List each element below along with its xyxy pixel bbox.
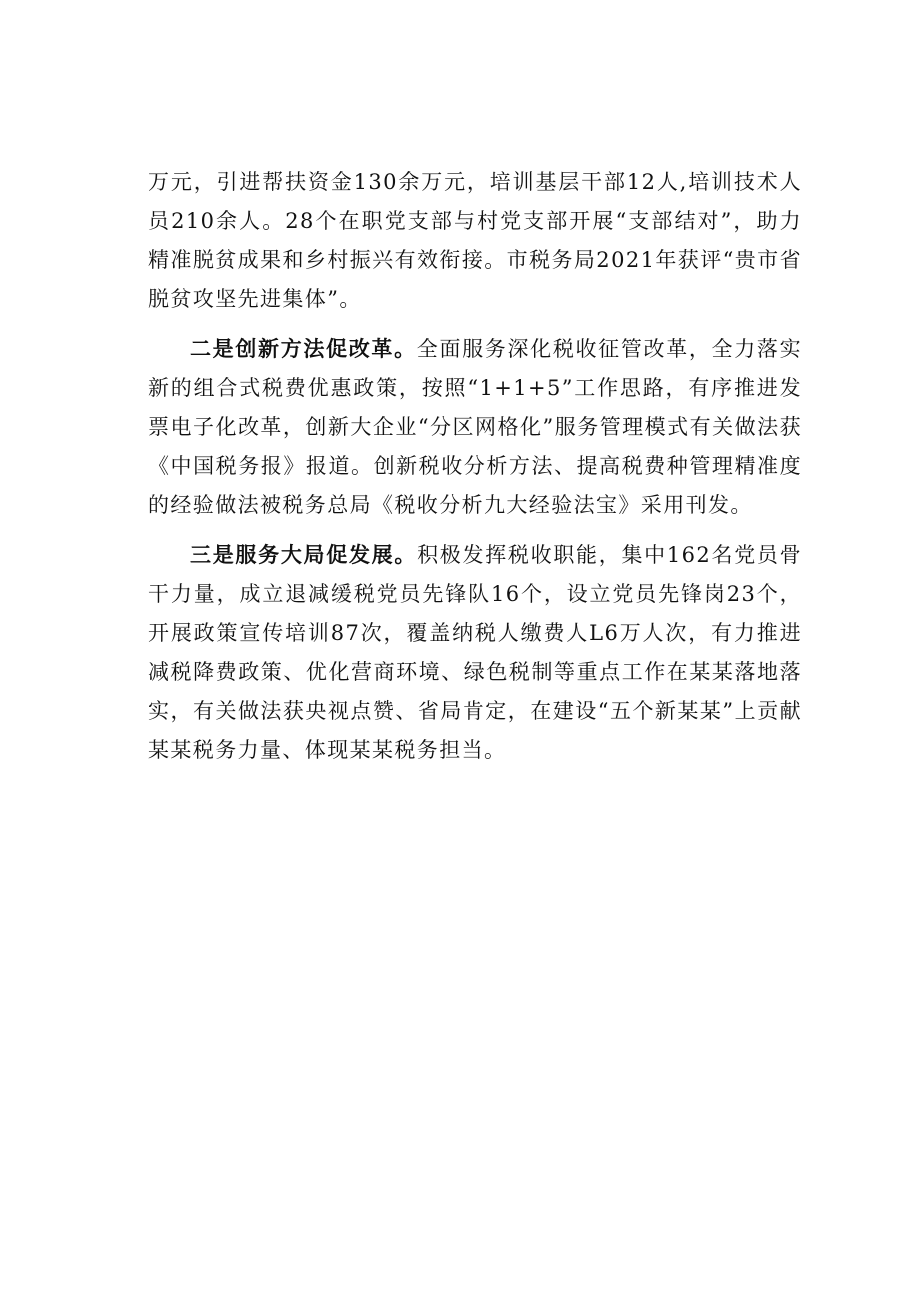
- paragraph-2-text: 全面服务深化税收征管改革，全力落实新的组合式税费优惠政策，按照“1+1+5”工作思路，有序推进发票电子化改革，创新大企业“分区网格化”服务管理模式有关做法获《中国税务报》报道。创新税收分析方法、提高税费种管理精准度的经验做法被税务总局《税收分析九大经验法宝》采用刊发。: [148, 337, 802, 517]
- paragraph-2-lead: 二是创新方法促改革。: [190, 337, 417, 361]
- paragraph-1: [148, 163, 802, 319]
- paragraph-3-text: 积极发挥税收职能，集中162名党员骨干力量，成立退减缓税党员先锋队16个，设立党员先锋岗23个，开展政策宣传培训87次，覆盖纳税人缴费人L6万人次，有力推进减税降费政策、优化营商环境、绿色税制等重点工作在某某落地落实，有关做法获央视点赞、省局肯定，在建设“五个新某某”上贡献某某税务力量、体现某某税务担当。: [148, 543, 803, 762]
- paragraph-1-text: 万元，引进帮扶资金130余万元，培训基层干部12人,培训技术人员210余人。28个在职党支部与村党支部开展“支部结对”，助力精准脱贫成果和乡村振兴有效衔接。市税务局2021年获评“贵市省脱贫攻坚先进集体”。: [148, 170, 802, 311]
- paragraph-2: [148, 330, 802, 525]
- document-body: [148, 163, 802, 781]
- paragraph-3: [148, 536, 802, 770]
- paragraph-3-lead: 三是服务大局促发展。: [190, 543, 418, 567]
